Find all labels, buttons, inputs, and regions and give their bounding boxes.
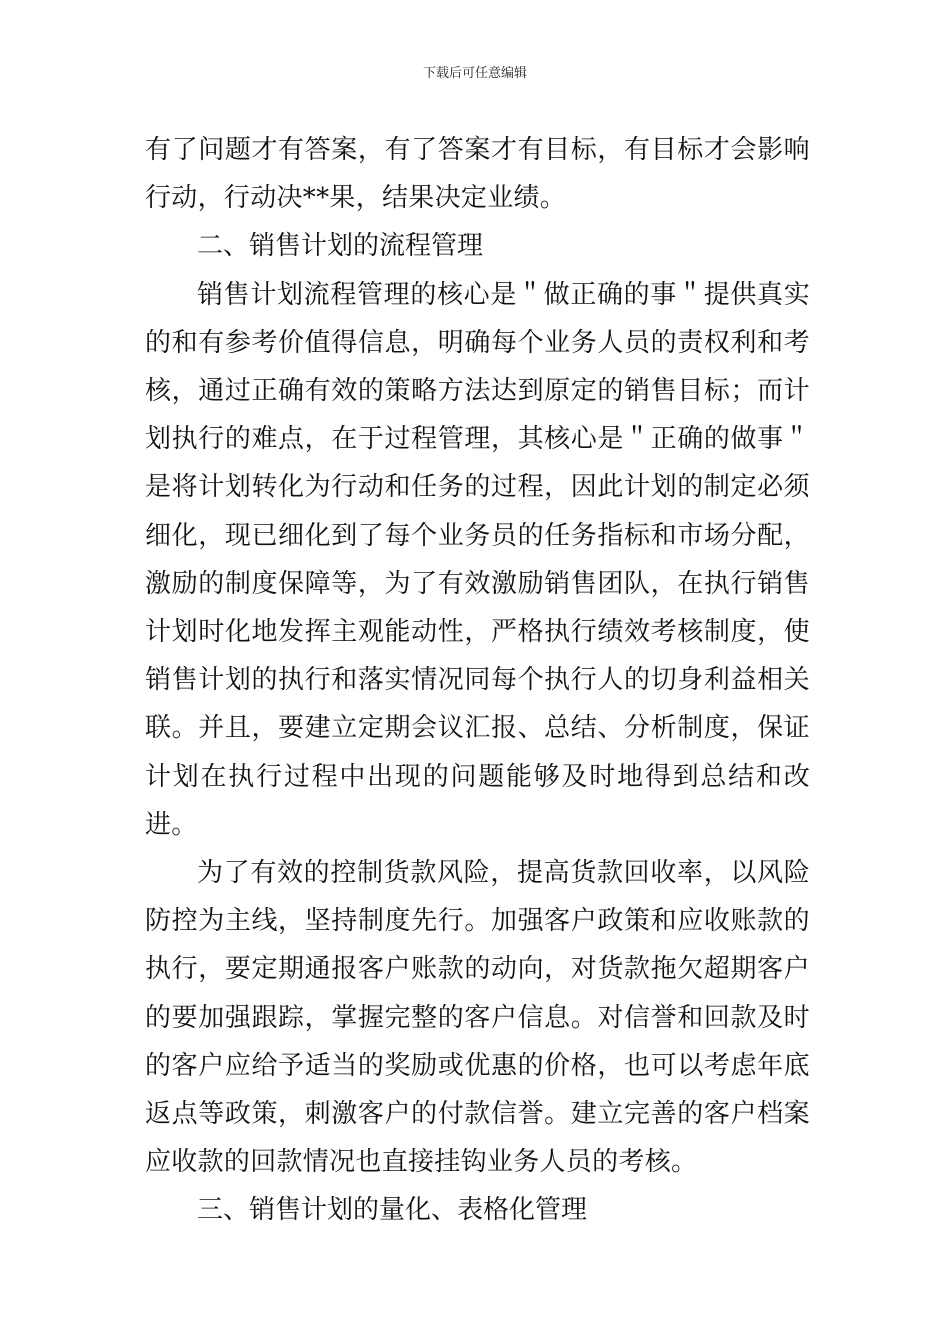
- document-body: [145, 126, 810, 1235]
- paragraph-process-management: 销售计划流程管理的核心是＂做正确的事＂提供真实的和有参考价值得信息，明确每个业务人员的责权利和考核，通过正确有效的策略方法达到原定的销售目标；而计划执行的难点，在于过程管理，其核心是＂正确的做事＂是将计划转化为行动和任务的过程，因此计划的制定必须细化，现已细化到了每个业务员的任务指标和市场分配，激励的制度保障等，为了有效激励销售团队，在执行销售计划时化地发挥主观能动性，严格执行绩效考核制度，使销售计划的执行和落实情况同每个执行人的切身利益相关联。并且，要建立定期会议汇报、总结、分析制度，保证计划在执行过程中出现的问题能够及时地得到总结和改进。: [145, 279, 810, 840]
- paragraph-intro: 有了问题才有答案，有了答案才有目标，有目标才会影响行动，行动决**果，结果决定业绩。: [145, 135, 810, 214]
- section-heading-3: 三、销售计划的量化、表格化管理: [197, 1195, 588, 1226]
- paragraph-payment-risk: 为了有效的控制货款风险，提高货款回收率，以风险防控为主线，坚持制度先行。加强客户政策和应收账款的执行，要定期通报客户账款的动向，对货款拖欠超期客户的要加强跟踪，掌握完整的客户信息。对信誉和回款及时的客户应给予适当的奖励或优惠的价格，也可以考虑年底返点等政策，刺激客户的付款信誉。建立完善的客户档案应收款的回款情况也直接挂钩业务人员的考核。: [145, 858, 810, 1178]
- page-header: 下载后可任意编辑: [422, 66, 527, 81]
- section-heading-2: 二、销售计划的流程管理: [197, 231, 484, 262]
